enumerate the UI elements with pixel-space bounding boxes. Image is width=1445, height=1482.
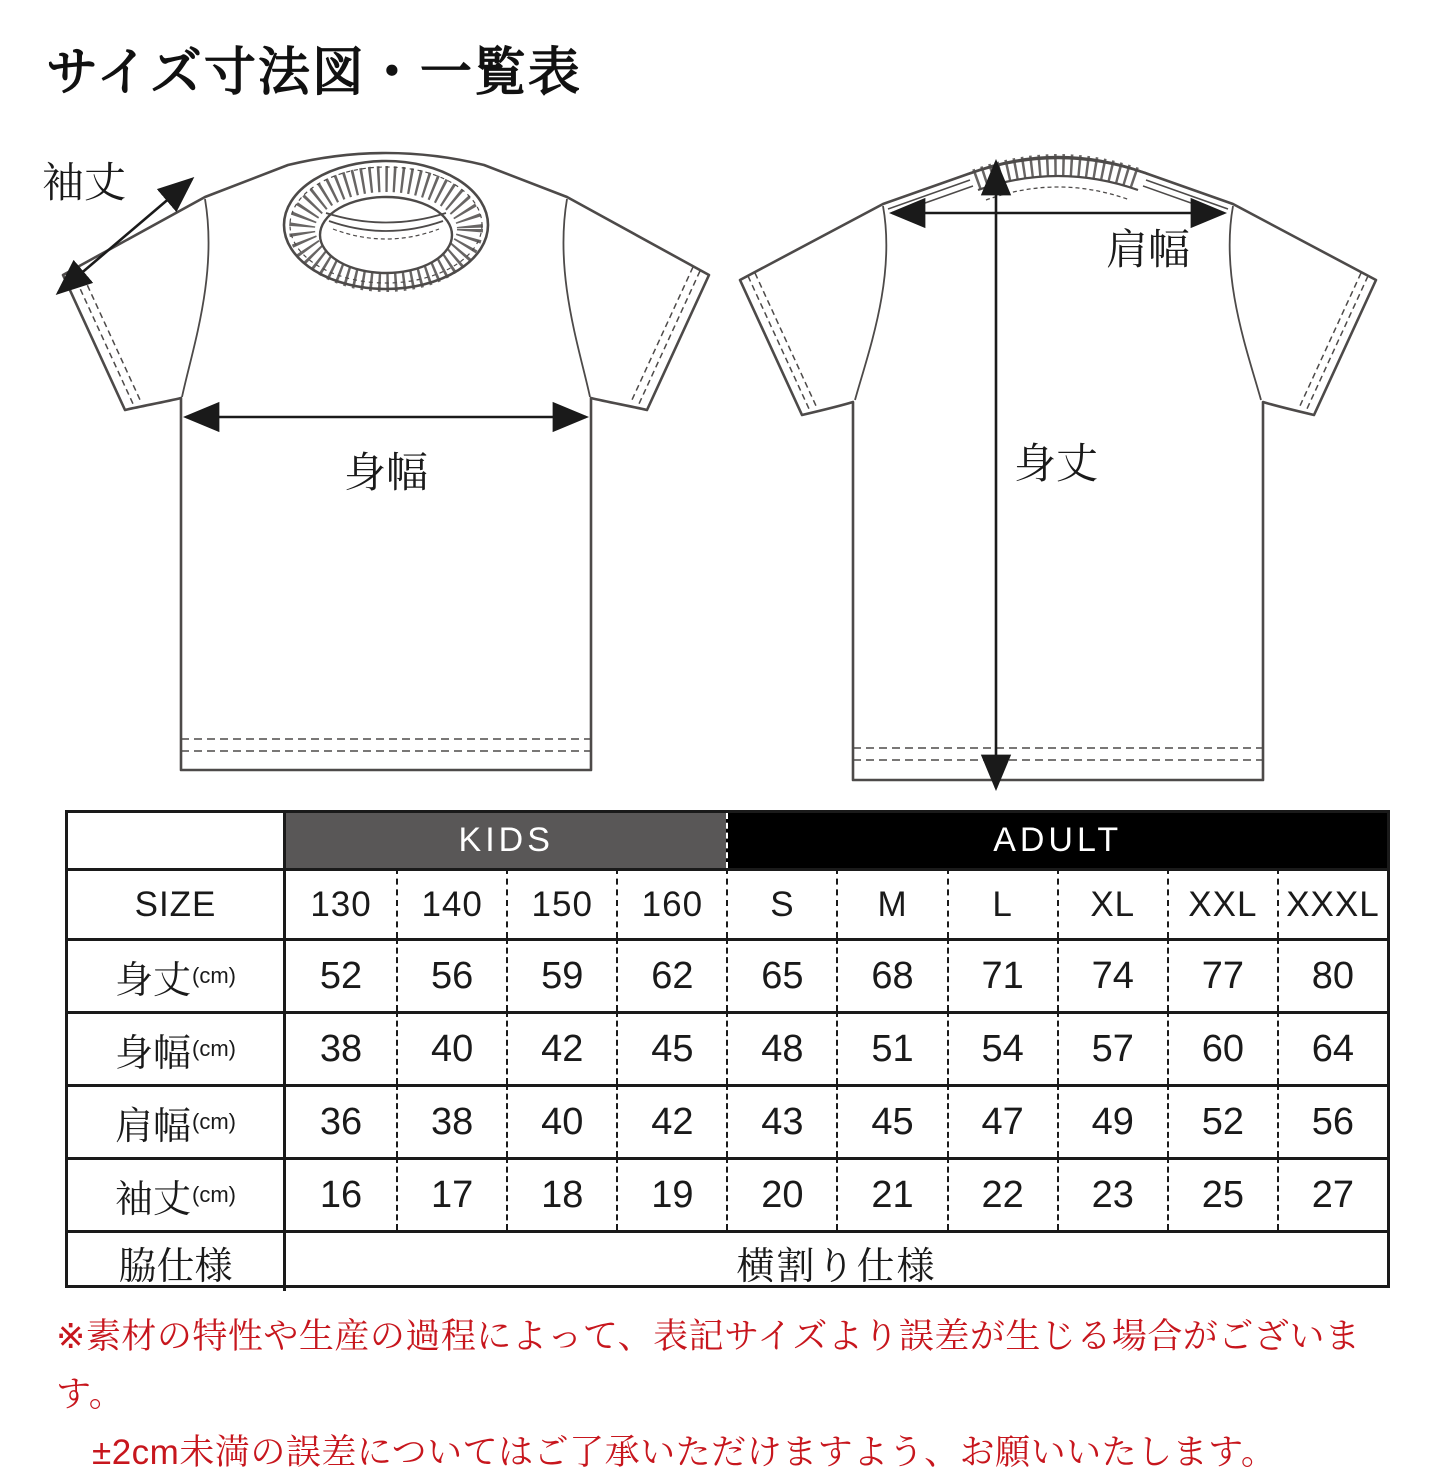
adult-group-header: ADULT — [726, 813, 1387, 868]
size-col-header: 150 — [506, 868, 616, 938]
table-cell: 57 — [1057, 1011, 1167, 1084]
table-cell: 43 — [726, 1084, 836, 1157]
table-cell: 60 — [1167, 1011, 1277, 1084]
table-cell: 21 — [836, 1157, 946, 1230]
table-cell: 56 — [396, 938, 506, 1011]
table-cell: 38 — [396, 1084, 506, 1157]
table-cell: 38 — [286, 1011, 396, 1084]
page-title: サイズ寸法図・一覧表 — [46, 44, 582, 102]
table-cell: 19 — [616, 1157, 726, 1230]
shoulder-width-label: 肩幅 — [1105, 226, 1191, 273]
row-label-text: 身丈 — [115, 959, 192, 1002]
table-cell: 23 — [1057, 1157, 1167, 1230]
kids-group-header: KIDS — [286, 813, 726, 868]
table-corner-cell — [68, 813, 286, 868]
sleeve-length-label: 袖丈 — [42, 159, 127, 206]
row-label-sleeve-length — [68, 1157, 286, 1230]
row-label-text: 肩幅 — [115, 1105, 192, 1148]
table-cell: 36 — [286, 1084, 396, 1157]
note-line-1: ※素材の特性や生産の過程によって、表記サイズより誤差が生じる場合がございます。 — [56, 1317, 1361, 1415]
size-col-header: S — [726, 868, 836, 938]
size-header-label: SIZE — [68, 868, 286, 938]
table-cell: 48 — [726, 1011, 836, 1084]
table-cell: 80 — [1277, 938, 1387, 1011]
size-col-header: M — [836, 868, 946, 938]
table-cell: 27 — [1277, 1157, 1387, 1230]
row-label-text: 身幅 — [115, 1032, 192, 1075]
table-cell: 42 — [506, 1011, 616, 1084]
table-cell: 65 — [726, 938, 836, 1011]
table-cell: 40 — [396, 1011, 506, 1084]
table-cell: 42 — [616, 1084, 726, 1157]
table-cell: 20 — [726, 1157, 836, 1230]
table-cell: 52 — [286, 938, 396, 1011]
table-cell: 17 — [396, 1157, 506, 1230]
row-label-unit: (cm) — [192, 1109, 236, 1134]
row-label-body-length — [68, 938, 286, 1011]
table-cell: 51 — [836, 1011, 946, 1084]
table-cell: 68 — [836, 938, 946, 1011]
body-length-label: 身丈 — [1014, 440, 1099, 487]
table-cell: 74 — [1057, 938, 1167, 1011]
size-col-header: 140 — [396, 868, 506, 938]
row-label-unit: (cm) — [192, 1182, 236, 1207]
body-width-label: 身幅 — [343, 449, 429, 496]
size-table — [65, 810, 1390, 1288]
table-cell: 45 — [616, 1011, 726, 1084]
table-cell: 49 — [1057, 1084, 1167, 1157]
table-cell: 40 — [506, 1084, 616, 1157]
table-cell: 64 — [1277, 1011, 1387, 1084]
row-label-body-width — [68, 1011, 286, 1084]
table-cell: 22 — [947, 1157, 1057, 1230]
table-cell: 47 — [947, 1084, 1057, 1157]
table-cell: 54 — [947, 1011, 1057, 1084]
size-col-header: XL — [1057, 868, 1167, 938]
table-cell: 62 — [616, 938, 726, 1011]
row-label-shoulder-width — [68, 1084, 286, 1157]
row-label-text: 袖丈 — [115, 1178, 192, 1221]
size-col-header: 130 — [286, 868, 396, 938]
tshirt-back-diagram — [728, 128, 1398, 798]
size-col-header: XXL — [1167, 868, 1277, 938]
row-label-unit: (cm) — [192, 1036, 236, 1061]
size-col-header: 160 — [616, 868, 726, 938]
table-cell: 71 — [947, 938, 1057, 1011]
size-col-header: XXXL — [1277, 868, 1387, 938]
table-cell: 45 — [836, 1084, 946, 1157]
tshirt-front-diagram — [30, 135, 720, 785]
table-cell: 56 — [1277, 1084, 1387, 1157]
row-label-side-spec: 脇仕様 — [68, 1230, 286, 1291]
table-cell: 25 — [1167, 1157, 1277, 1230]
table-cell: 16 — [286, 1157, 396, 1230]
table-cell: 18 — [506, 1157, 616, 1230]
table-cell: 59 — [506, 938, 616, 1011]
row-label-unit: (cm) — [192, 963, 236, 988]
side-spec-value: 横割り仕様 — [286, 1230, 1387, 1291]
front-collar-inner — [320, 197, 452, 273]
table-cell: 52 — [1167, 1084, 1277, 1157]
size-col-header: L — [947, 868, 1057, 938]
table-cell: 77 — [1167, 938, 1277, 1011]
size-tolerance-note — [56, 1308, 1416, 1482]
note-line-2: ±2cm未満の誤差についてはご了承いただけますよう、お願いいたします。 — [92, 1433, 1277, 1473]
